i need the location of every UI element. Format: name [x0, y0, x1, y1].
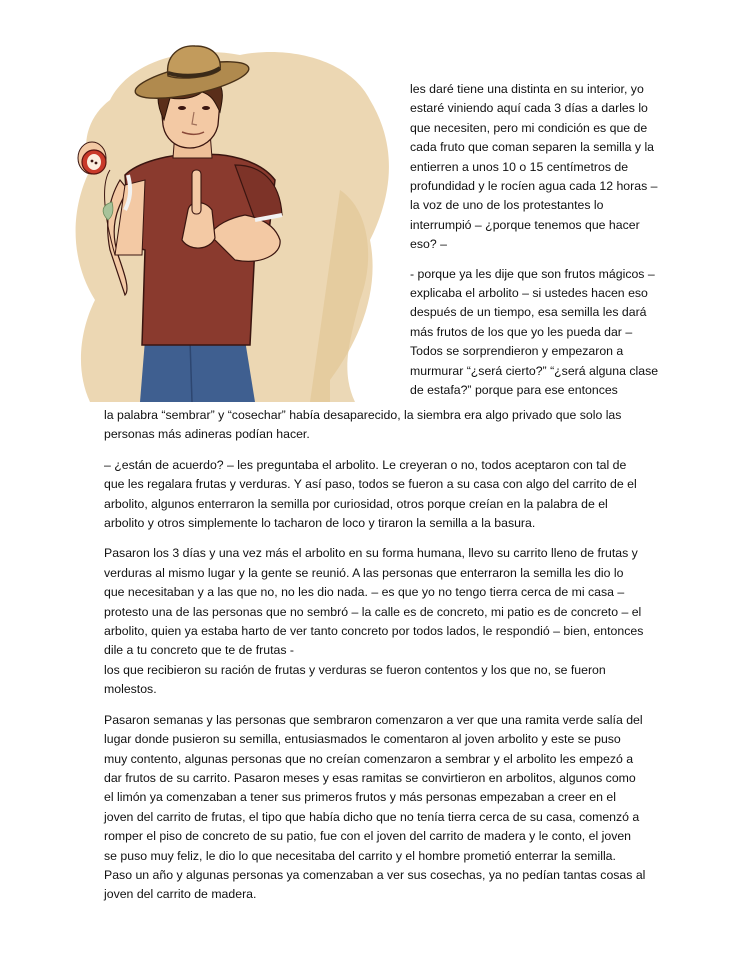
main-text-column	[104, 406, 646, 916]
paragraph: los que recibieron su ración de frutas y verduras se fueron contentos y los que no, se fueron molestos.	[104, 662, 606, 697]
paragraph: Pasaron semanas y las personas que sembraron comenzaron a ver que una ramita verde salía del lugar donde pusieron su semilla, entusiasmados le comentaron al joven arbolito y este se puso muy contento, algunas personas que no creían comenzaron a sembrar y el arbolito les empezó a dar frutos de su carrito. Pasaron meses y esas ramitas se convirtieron en arbolitos, algunos como el limón ya comenzaban a tener sus primeros frutos y más personas empezaban a creer en el joven del carrito de frutas, el tipo que había dicho que no tenía tierra cerca de su casa, comenzó a romper el piso de concreto de su patio, fue con el joven del carrito de madera y le conto, el joven se puso muy feliz, le dio lo que necesitaba del carrito y el hombre prometió enterrar la semilla. Paso un año y algunas personas ya comenzaban a ver sus cosechas, ya no pedían tantas cosas al joven del carrito de madera.	[104, 712, 646, 902]
paragraph: les daré tiene una distinta en su interior, yo estaré viniendo aquí cada 3 días a darles lo que necesiten, pero mi condición es que de cada fruto que coman separen la semilla y la entierren a unos 10 o 15 centímetros de profundidad y le rocíen agua cada 12 horas – la voz de uno de los protestantes lo interrumpió – ¿porque tenemos que hacer eso? –	[410, 82, 658, 252]
right-text-column	[410, 80, 660, 401]
paragraph: – ¿están de acuerdo? – les preguntaba el arbolito. Le creyeran o no, todos aceptaron con tal de que les regalara frutas y verduras. Y así paso, todos se fueron a su casa con algo del carrito de el arbolito, algunos enterraron la semilla por curiosidad, otros porque creían en la palabra de el arbolito y otros simplemente lo tacharon de loco y tiraron la semilla a la basura.	[104, 457, 637, 531]
jeans	[140, 340, 255, 402]
paragraph: la palabra “sembrar” y “cosechar” había desaparecido, la siembra era algo privado que solo las personas más adineras podían hacer.	[104, 408, 622, 442]
paragraph: Pasaron los 3 días y una vez más el arbolito en su forma humana, llevo su carrito lleno de frutas y verduras al mismo lugar y la gente se reunió. A las personas que enterraron la semilla les dio lo que necesitaban y a las que no, no les dio nada. – es que yo no tengo tierra cerca de mi casa – protesto una de las personas que no sembró – la calle es de concreto, mi patio es de concreto – el arbolito, quien ya estaba harto de ver tanto concreto por todos lados, le respondió – bien, entonces dile a tu concreto que te de frutas -	[104, 546, 644, 658]
paragraph: - porque ya les dije que son frutos mágicos – explicaba el arbolito – si ustedes hacen eso después de un tiempo, esa semilla les dará más frutos de los que yo les pueda dar – Todos se sorprendieron y empezaron a murmurar “¿será cierto?” “¿será alguna clase de estafa?” porque para ese entonces	[410, 266, 659, 398]
young-man-illustration	[70, 40, 400, 402]
